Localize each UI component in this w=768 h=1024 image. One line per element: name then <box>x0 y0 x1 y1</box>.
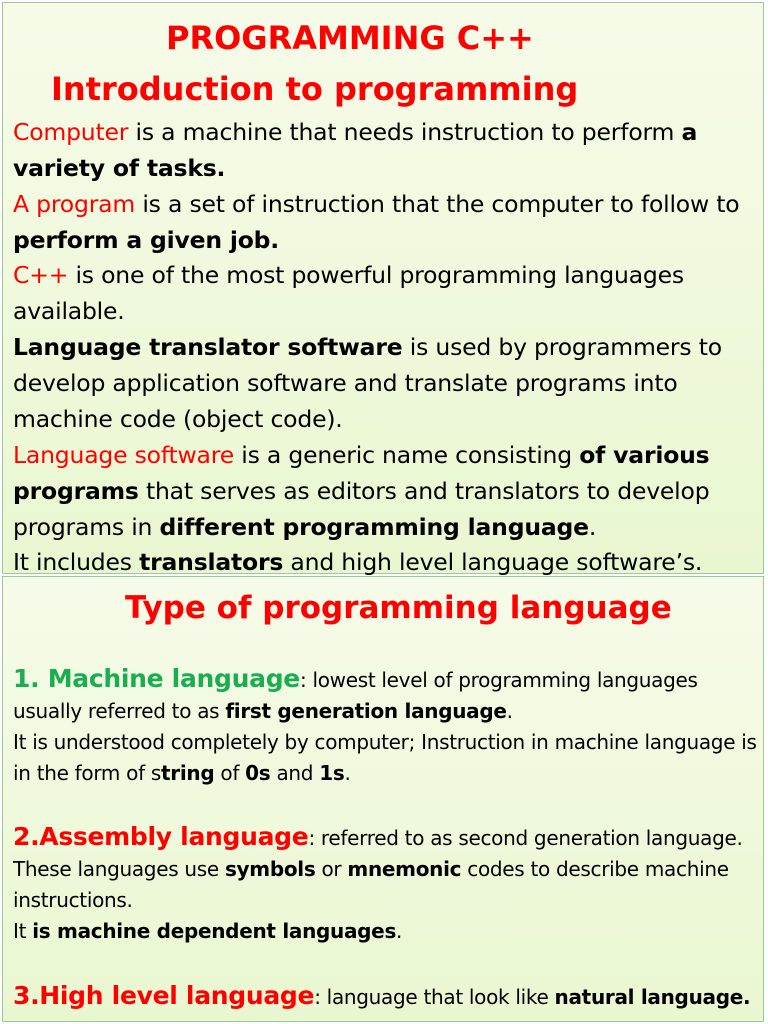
text: : language that look like <box>314 985 555 1009</box>
bold-text: tring <box>161 761 215 785</box>
text: is a machine that needs instruction to perform <box>128 118 682 146</box>
page-title: PROGRAMMING C++ <box>166 19 534 57</box>
text: is one of the most powerful programming languages available. <box>13 261 684 325</box>
section-assembly-language <box>13 821 763 947</box>
term-computer: Computer <box>13 118 129 146</box>
bold-text: symbols <box>224 857 316 881</box>
term-translator: Language translator software <box>13 333 403 361</box>
bold-text: mnemonic <box>347 857 462 881</box>
bold-text: first generation language <box>225 699 507 723</box>
text: . <box>506 699 513 723</box>
section-heading: Type of programming language <box>125 590 672 626</box>
bold-text: different programming language <box>159 513 589 541</box>
text: is a set of instruction that the computer to follow to <box>135 190 740 218</box>
section-machine-language <box>13 663 763 789</box>
bold-text: natural language. <box>554 985 751 1009</box>
term-language-software: Language software <box>13 441 234 469</box>
text: and high level language software’s. <box>283 548 703 576</box>
text: : lowest level of programming languages usually referred to as <box>13 668 698 723</box>
bold-text: a variety of tasks. <box>13 118 698 182</box>
bold-text: 0s <box>245 761 271 785</box>
term-cpp: C++ <box>13 261 69 289</box>
paragraph-cpp <box>13 257 759 329</box>
section-high-level-language <box>13 980 763 1013</box>
types-panel <box>2 576 764 1022</box>
bold-text: of various programs <box>13 441 710 505</box>
text: is a generic name consisting <box>233 441 580 469</box>
term-program: A program <box>13 190 136 218</box>
text: and <box>270 761 320 785</box>
text: that serves as editors and translators to develop programs in <box>13 477 710 541</box>
intro-panel <box>2 2 764 574</box>
paragraph-computer <box>13 114 759 186</box>
text: of <box>214 761 246 785</box>
text: It includes <box>13 548 140 576</box>
machine-language-title: 1. Machine language <box>13 664 300 693</box>
bold-text: translators <box>139 548 284 576</box>
text: is used by programmers to develop application software and translate programs into machine code (object code). <box>13 333 722 433</box>
text: . <box>396 919 403 943</box>
text: It is understood completely by computer; Instruction in machine language is in the form of s <box>13 730 757 785</box>
bold-text: 1s <box>319 761 345 785</box>
text: codes to describe machine instructions. <box>13 857 729 912</box>
text: It <box>13 919 33 943</box>
assembly-language-title: 2.Assembly language <box>13 822 309 851</box>
text: : referred to as second generation language. <box>308 826 743 850</box>
high-level-language-title: 3.High level language <box>13 981 315 1010</box>
bold-text: perform a given job. <box>13 226 280 254</box>
paragraph-translator <box>13 329 759 437</box>
text: . <box>344 761 351 785</box>
bold-text: is machine dependent languages <box>32 919 397 943</box>
text: . <box>588 513 597 541</box>
paragraph-program <box>13 186 759 258</box>
text: These languages use <box>13 857 225 881</box>
paragraph-language-software <box>13 437 759 545</box>
page-subtitle: Introduction to programming <box>51 70 579 108</box>
paragraph-includes <box>13 544 759 580</box>
text: or <box>315 857 348 881</box>
